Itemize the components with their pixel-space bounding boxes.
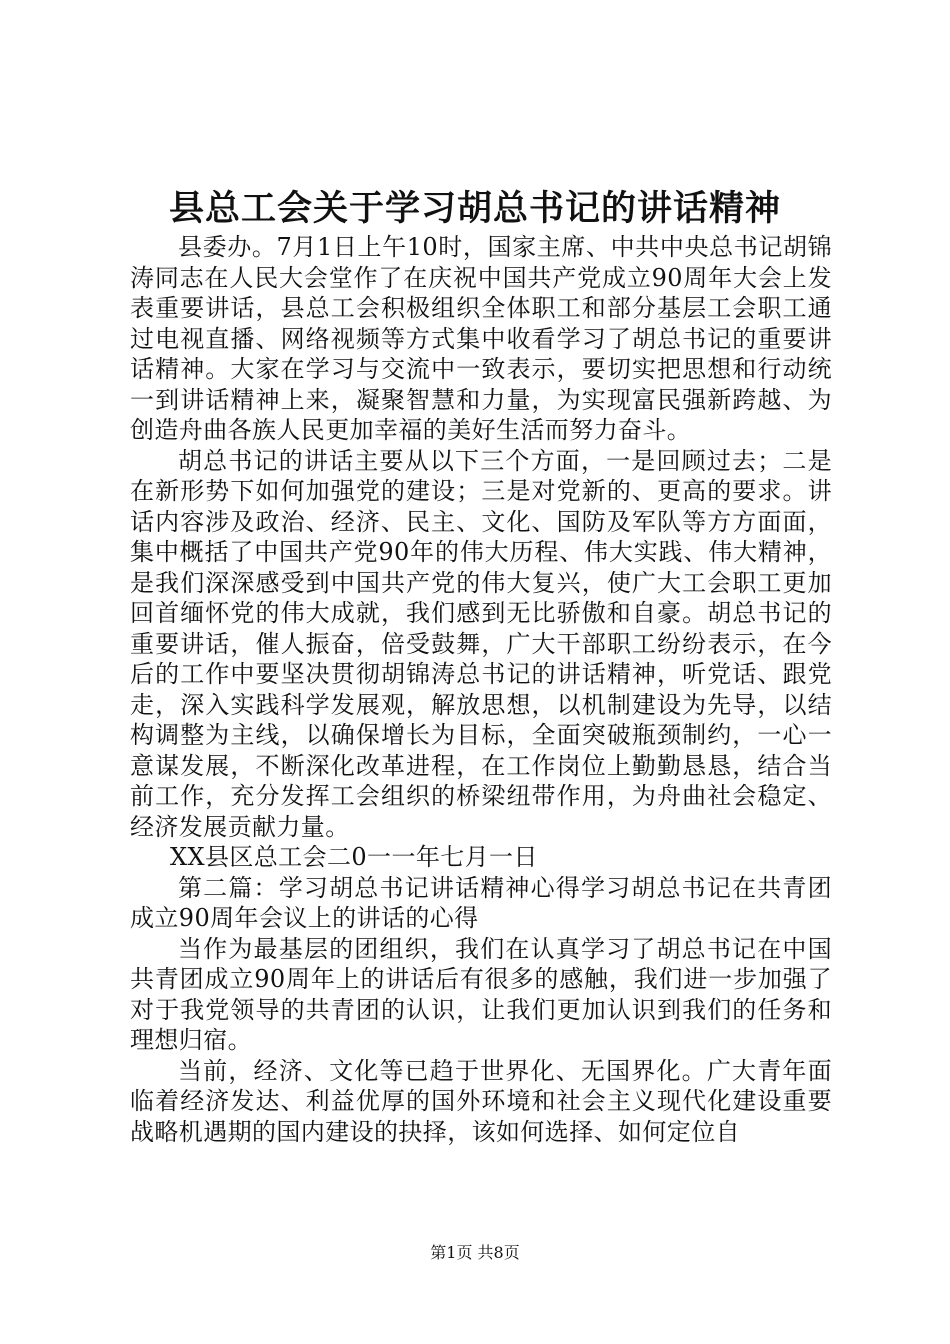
page-number-footer: 第1页 共8页 [430, 1243, 520, 1262]
paragraph-4: 当前，经济、文化等已趋于世界化、无国界化。广大青年面临着经济发达、利益优厚的国外环境和社会主义现代化建设重要战略机遇期的国内建设的抉择，该如何选择、如何定位自 [130, 1056, 832, 1146]
document-title: 县总工会关于学习胡总书记的讲话精神 [168, 188, 781, 229]
document-body [130, 232, 832, 1147]
section-heading-2: 第二篇：学习胡总书记讲话精神心得学习胡总书记在共青团成立90周年会议上的讲话的心得 [130, 873, 832, 932]
paragraph-2: 胡总书记的讲话主要从以下三个方面，一是回顾过去；二是在新形势下如何加强党的建设；三是对党新的、更高的要求。讲话内容涉及政治、经济、民主、文化、国防及军队等方方面面，集中概括了中国共产党90年的伟大历程、伟大实践、伟大精神，是我们深深感受到中国共产党的伟大复兴，使广大工会职工更加回首缅怀党的伟大成就，我们感到无比骄傲和自豪。胡总书记的重要讲话，催人振奋，倍受鼓舞，广大干部职工纷纷表示，在今后的工作中要坚决贯彻胡锦涛总书记的讲话精神，听党话、跟党走，深入实践科学发展观，解放思想，以机制建设为先导，以结构调整为主线，以确保增长为目标，全面突破瓶颈制约，一心一意谋发展，不断深化改革进程，在工作岗位上勤勤恳恳，结合当前工作，充分发挥工会组织的桥梁纽带作用，为舟曲社会稳定、经济发展贡献力量。 [130, 446, 832, 841]
signature-line: XX县区总工会二0一一年七月一日 [170, 843, 538, 871]
paragraph-3: 当作为最基层的团组织，我们在认真学习了胡总书记在中国共青团成立90周年上的讲话后有很多的感触，我们进一步加强了对于我党领导的共青团的认识，让我们更加认识到我们的任务和理想归宿。 [130, 934, 832, 1054]
paragraph-1: 县委办。7月1日上午10时，国家主席、中共中央总书记胡锦涛同志在人民大会堂作了在庆祝中国共产党成立90周年大会上发表重要讲话，县总工会积极组织全体职工和部分基层工会职工通过电视直播、网络视频等方式集中收看学习了胡总书记的重要讲话精神。大家在学习与交流中一致表示，要切实把思想和行动统一到讲话精神上来，凝聚智慧和力量，为实现富民强新跨越、为创造舟曲各族人民更加幸福的美好生活而努力奋斗。 [130, 233, 832, 444]
